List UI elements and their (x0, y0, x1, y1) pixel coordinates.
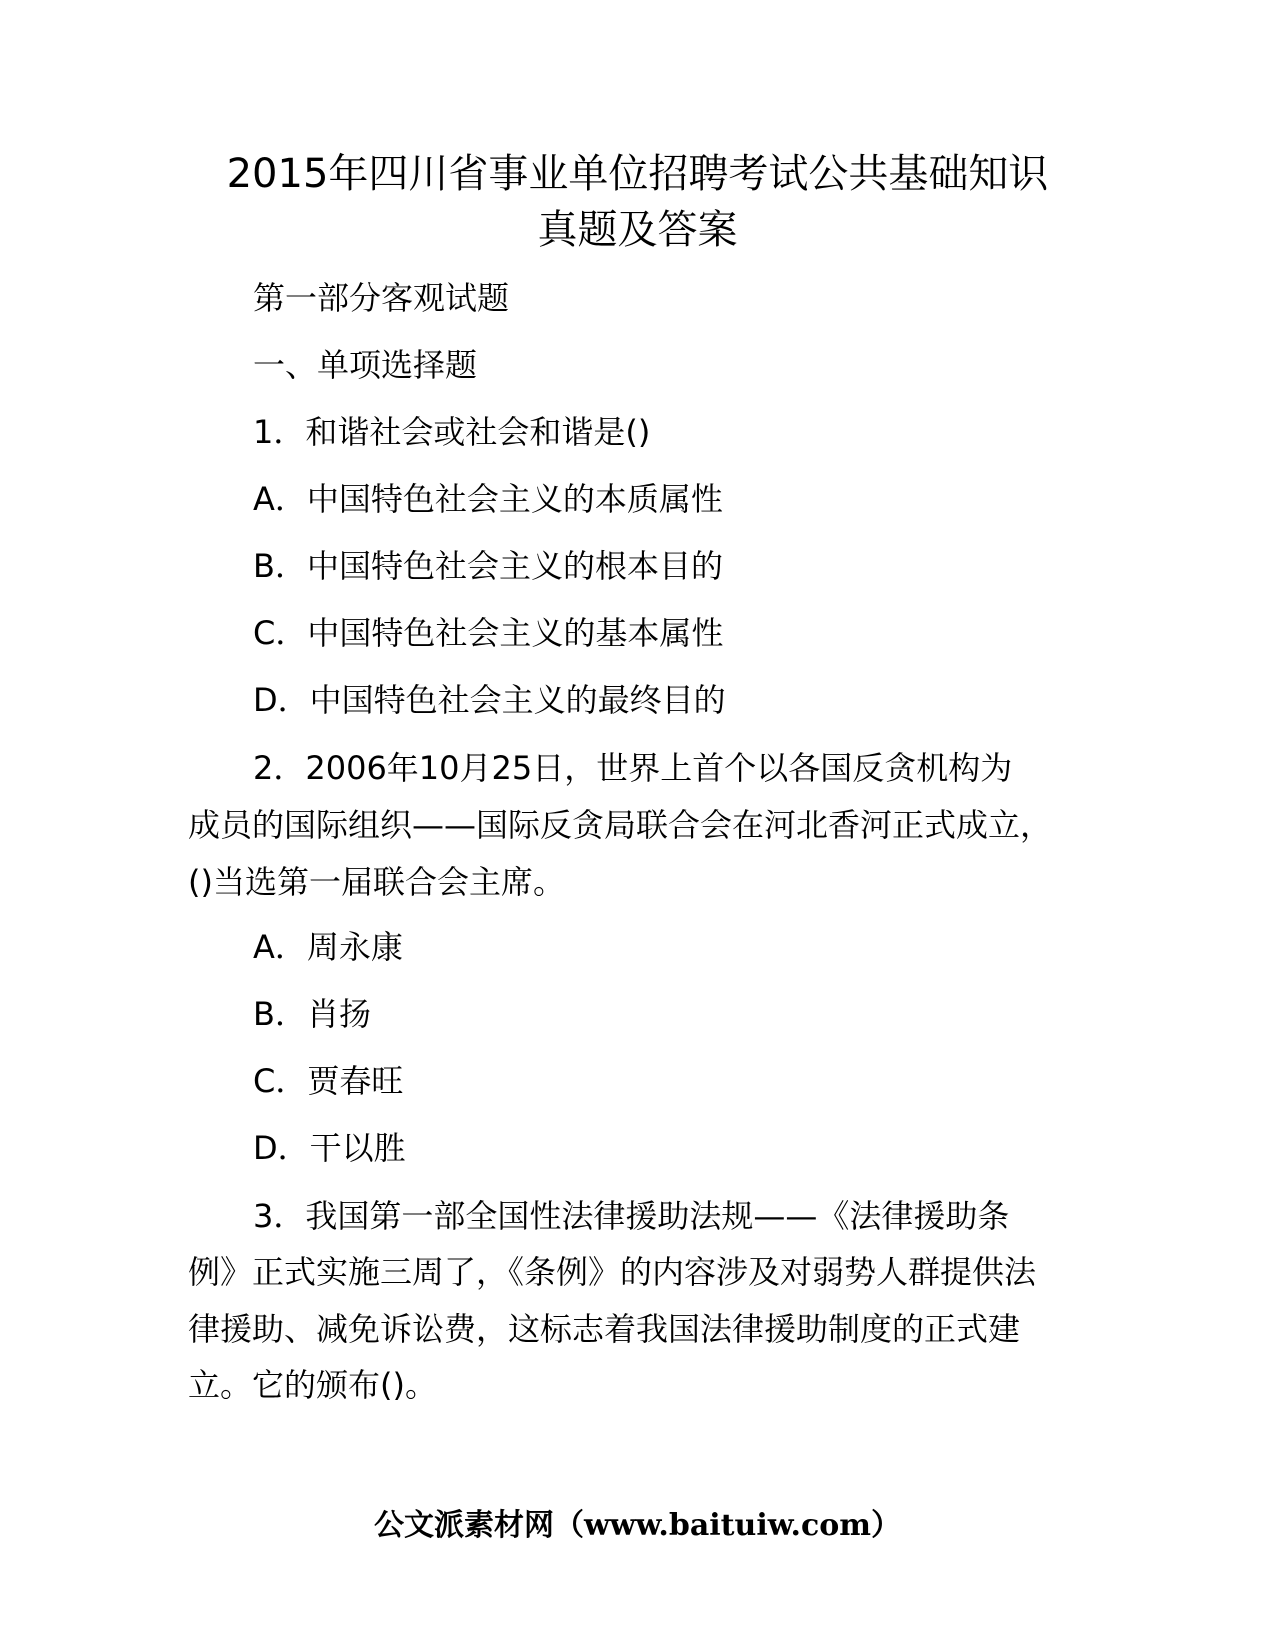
section-heading: 第一部分客观试题 (253, 279, 510, 317)
subsection-heading: 一、单项选择题 (253, 346, 478, 384)
question-2-option-c: C．贾春旺 (253, 1062, 404, 1100)
question-2-stem-line-2: 成员的国际组织——国际反贪局联合会在河北香河正式成立， (188, 806, 1053, 844)
question-3-stem-line-2: 例》正式实施三周了，《条例》的内容涉及对弱势人群提供法 (188, 1253, 1037, 1291)
question-2-option-a: A．周永康 (253, 928, 403, 966)
question-2-stem-line-1: 2．2006年10月25日，世界上首个以各国反贪机构为 (253, 749, 1013, 787)
document-title-line-1: 2015年四川省事业单位招聘考试公共基础知识 (226, 151, 1049, 197)
question-1-option-c: C．中国特色社会主义的基本属性 (253, 614, 724, 652)
question-3-stem-line-4: 立。它的颁布()。 (188, 1366, 437, 1404)
question-1-option-d: D．中国特色社会主义的最终目的 (253, 681, 726, 719)
question-2-stem-line-3: ()当选第一届联合会主席。 (188, 863, 565, 901)
question-1-stem: 1．和谐社会或社会和谐是() (253, 413, 651, 451)
question-3-stem-line-3: 律援助、减免诉讼费，这标志着我国法律援助制度的正式建 (188, 1310, 1021, 1348)
question-2-option-b: B．肖扬 (253, 995, 371, 1033)
question-1-option-a: A．中国特色社会主义的本质属性 (253, 480, 723, 518)
document-title-line-2: 真题及答案 (537, 207, 738, 253)
question-3-stem-line-1: 3．我国第一部全国性法律援助法规——《法律援助条 (253, 1197, 1010, 1235)
page-footer: 公文派素材网（www.baituiw.com） (373, 1508, 902, 1543)
question-1-option-b: B．中国特色社会主义的根本目的 (253, 547, 723, 585)
question-2-option-d: D．干以胜 (253, 1129, 406, 1167)
